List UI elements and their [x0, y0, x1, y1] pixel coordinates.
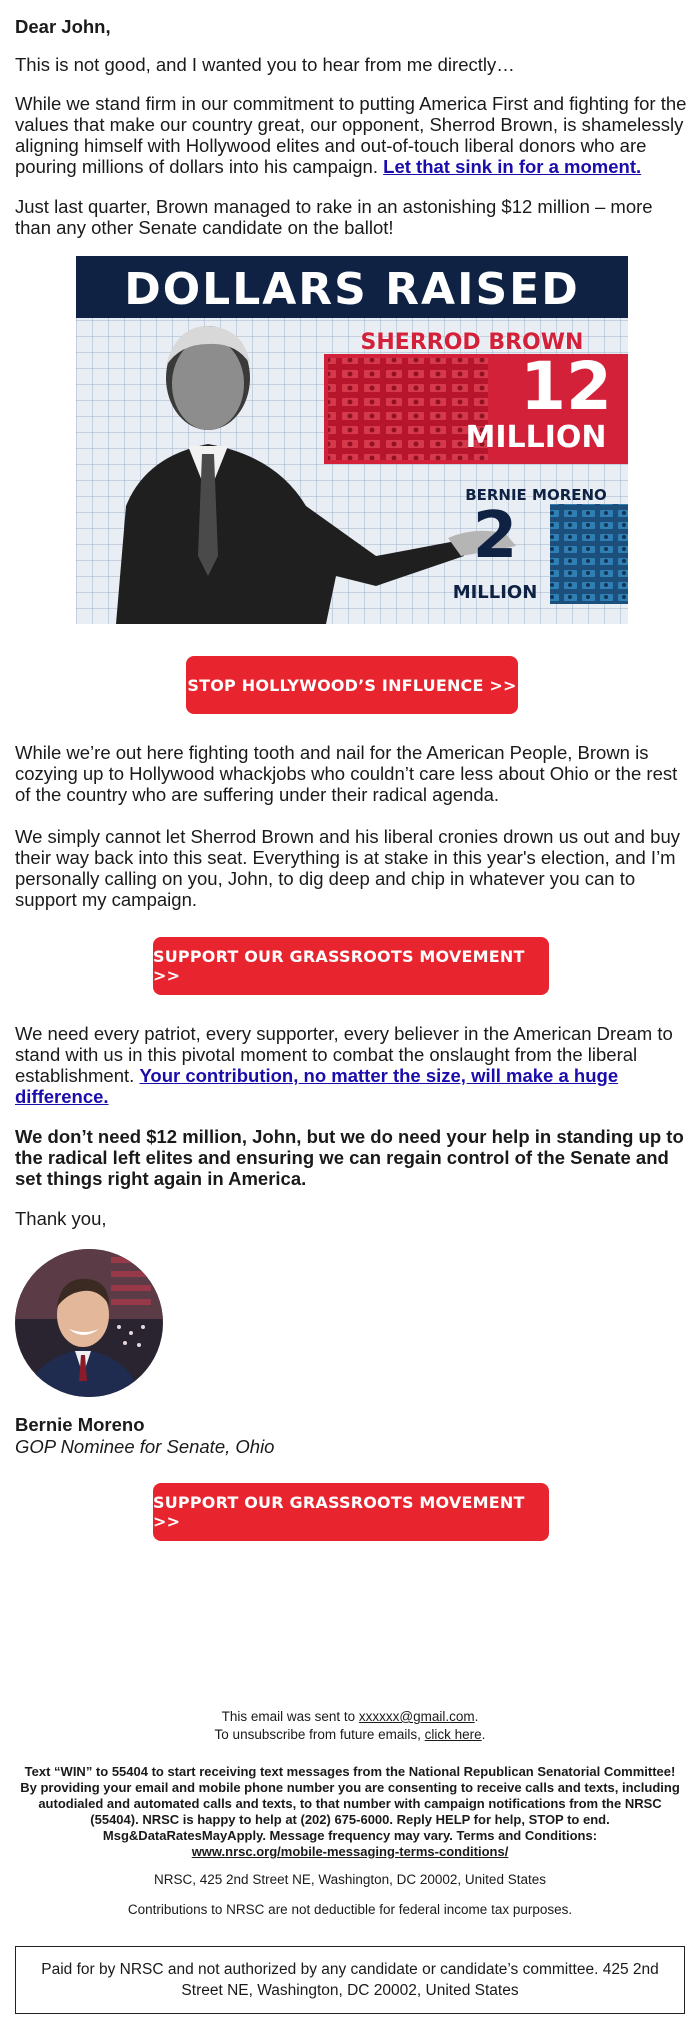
opponent-paragraph-text: While we stand firm in our commitment to putting America First and fighting for the values that make our country great, our opponent, Sherrod Brown, is shamelessly aligning himself with Hollywood elites and out-of-touch liberal donors who are pouring millions of dollars into his campaign.: [15, 93, 687, 177]
mailing-address: NRSC, 425 2nd Street NE, Washington, DC 20002, United States: [154, 1872, 546, 1887]
brown-unit: MILLION: [465, 420, 607, 455]
signoff: Thank you,: [15, 1208, 107, 1229]
unsubscribe-line: [20, 1727, 680, 1743]
graphic-title: DOLLARS RAISED: [124, 264, 580, 315]
greeting: Dear John,: [15, 16, 111, 37]
recipient-email-link[interactable]: xxxxxx@gmail.com: [358, 1709, 475, 1724]
moreno-amount: 2: [472, 499, 518, 573]
patriot-paragraph: [15, 1023, 687, 1107]
sms-terms: [20, 1764, 680, 1860]
sink-in-link[interactable]: Let that sink in for a moment.: [383, 156, 642, 177]
intro-paragraph: This is not good, and I wanted you to hear from me directly…: [15, 54, 515, 75]
tax-disclaimer: Contributions to NRSC are not deductible for federal income tax purposes.: [127, 1902, 573, 1917]
appeal-paragraph: We simply cannot let Sherrod Brown and his liberal cronies drown us out and buy their way back into this seat. Everything is at stake in this year's election, and I’m personally calling on you, John, to dig deep and chip in whatever you can to support my campaign.: [15, 826, 680, 910]
stop-hollywood-button[interactable]: STOP HOLLYWOOD’S INFLUENCE >>: [186, 656, 518, 714]
support-movement-button-bottom[interactable]: SUPPORT OUR GRASSROOTS MOVEMENT >>: [153, 1483, 549, 1541]
signer-photo: [15, 1249, 163, 1397]
signer-title: GOP Nominee for Senate, Ohio: [15, 1436, 275, 1457]
patriot-paragraph-text: We need every patriot, every supporter, every believer in the American Dream to stand with us in this pivotal moment to combat the onslaught from the liberal establishment.: [15, 1023, 673, 1086]
hollywood-paragraph: While we’re out here fighting tooth and nail for the American People, Brown is cozying up to Hollywood whackjobs who couldn’t care less about Ohio or the rest of the country who are suffering under their radical agenda.: [15, 742, 678, 805]
brown-amount: 12: [520, 348, 612, 425]
moreno-label: BERNIE MORENO: [465, 486, 607, 504]
unsubscribe-suffix: .: [481, 1727, 486, 1742]
brown-label: SHERROD BROWN: [360, 330, 584, 355]
paid-for-disclaimer: Paid for by NRSC and not authorized by any candidate or candidate’s committee. 425 2nd Street NE, Washington, DC 20002, United States: [15, 1946, 685, 2014]
closing-paragraph: We don’t need $12 million, John, but we do need your help in standing up to the radical left elites and ensuring we can regain control of the Senate and set things right again in America.: [15, 1126, 684, 1189]
sent-to-line: [20, 1709, 680, 1725]
sms-terms-text: Text “WIN” to 55404 to start receiving text messages from the National Republican Senatorial Committee! By providing your email and mobile phone number you are consenting to receive calls and texts, including autodialed and automated calls and texts, to that number with campaign notifications from the NRSC (55404). NRSC is happy to help at (202) 675-6000. Reply HELP for help, STOP to end. Msg&DataRatesMayApply. Message frequency may vary. Terms and Conditions:: [20, 1764, 680, 1843]
dollars-raised-graphic[interactable]: [76, 256, 628, 624]
unsubscribe-prefix: To unsubscribe from future emails,: [214, 1727, 425, 1742]
opponent-paragraph: [15, 93, 687, 177]
terms-link[interactable]: www.nrsc.org/mobile-messaging-terms-conditions/: [191, 1844, 509, 1859]
signer-avatar: [15, 1249, 163, 1397]
sent-to-prefix: This email was sent to: [221, 1709, 359, 1724]
fundraising-paragraph: Just last quarter, Brown managed to rake in an astonishing $12 million – more than any other Senate candidate on the ballot!: [15, 196, 653, 238]
support-movement-button[interactable]: SUPPORT OUR GRASSROOTS MOVEMENT >>: [153, 937, 549, 995]
moreno-unit: MILLION: [452, 582, 538, 603]
contribution-link[interactable]: Your contribution, no matter the size, will make a huge difference.: [15, 1065, 619, 1107]
signer-name: Bernie Moreno: [15, 1414, 145, 1435]
unsubscribe-link[interactable]: click here: [424, 1727, 482, 1742]
sent-to-suffix: .: [474, 1709, 479, 1724]
